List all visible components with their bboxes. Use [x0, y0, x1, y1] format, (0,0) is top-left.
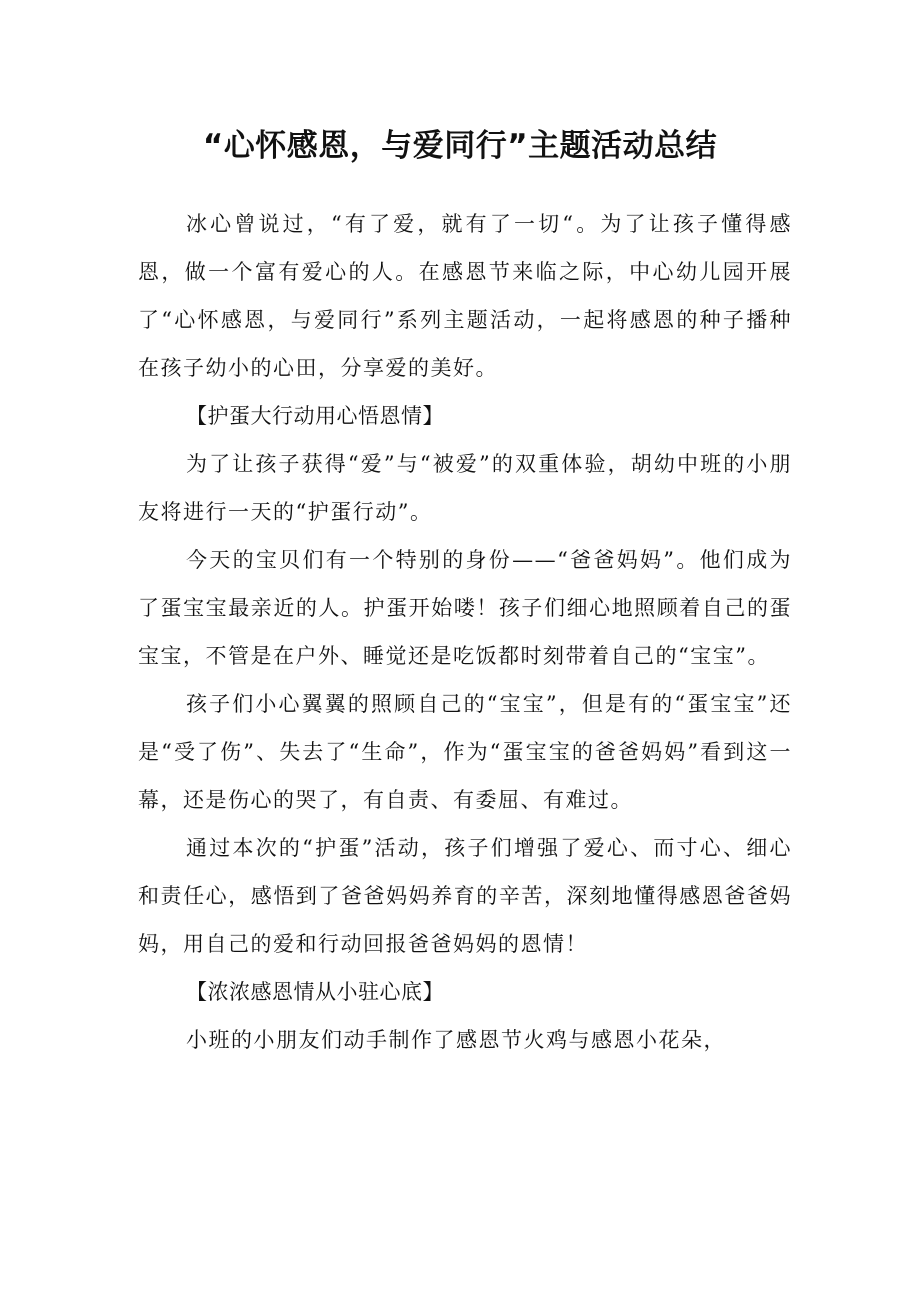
section-heading-gratitude: 【浓浓感恩情从小驻心底】: [186, 980, 444, 1004]
section-heading-egg-protection: 【护蛋大行动用心悟恩情】: [186, 404, 444, 428]
body-paragraph: 孩子们小心翼翼的照顾自己的“宝宝”，但是有的“蛋宝宝”还是“受了伤”、失去了“生命”，作为“蛋宝宝的爸爸妈妈”看到这一幕，还是伤心的哭了，有自责、有委屈、有难过。: [138, 692, 792, 812]
document-body: [138, 200, 792, 1064]
intro-paragraph: 冰心曾说过，“有了爱，就有了一切“。为了让孩子懂得感恩，做一个富有爱心的人。在感恩节来临之际，中心幼儿园开展了“心怀感恩，与爱同行”系列主题活动，一起将感恩的种子播种在孩子幼小的心田，分享爱的美好。: [138, 212, 792, 380]
body-paragraph: 小班的小朋友们动手制作了感恩节火鸡与感恩小花朵，: [186, 1028, 726, 1052]
body-paragraph: 为了让孩子获得“爱”与“被爱”的双重体验，胡幼中班的小朋友将进行一天的“护蛋行动”。: [138, 452, 792, 524]
document-title: “心怀感恩，与爱同行”主题活动总结: [202, 128, 718, 164]
body-paragraph: 通过本次的“护蛋”活动，孩子们增强了爱心、而寸心、细心和责任心，感悟到了爸爸妈妈养育的辛苦，深刻地懂得感恩爸爸妈妈，用自己的爱和行动回报爸爸妈妈的恩情！: [138, 836, 792, 956]
body-paragraph: 今天的宝贝们有一个特别的身份——“爸爸妈妈”。他们成为了蛋宝宝最亲近的人。护蛋开始喽！孩子们细心地照顾着自己的蛋宝宝，不管是在户外、睡觉还是吃饭都时刻带着自己的“宝宝”。: [138, 548, 792, 668]
